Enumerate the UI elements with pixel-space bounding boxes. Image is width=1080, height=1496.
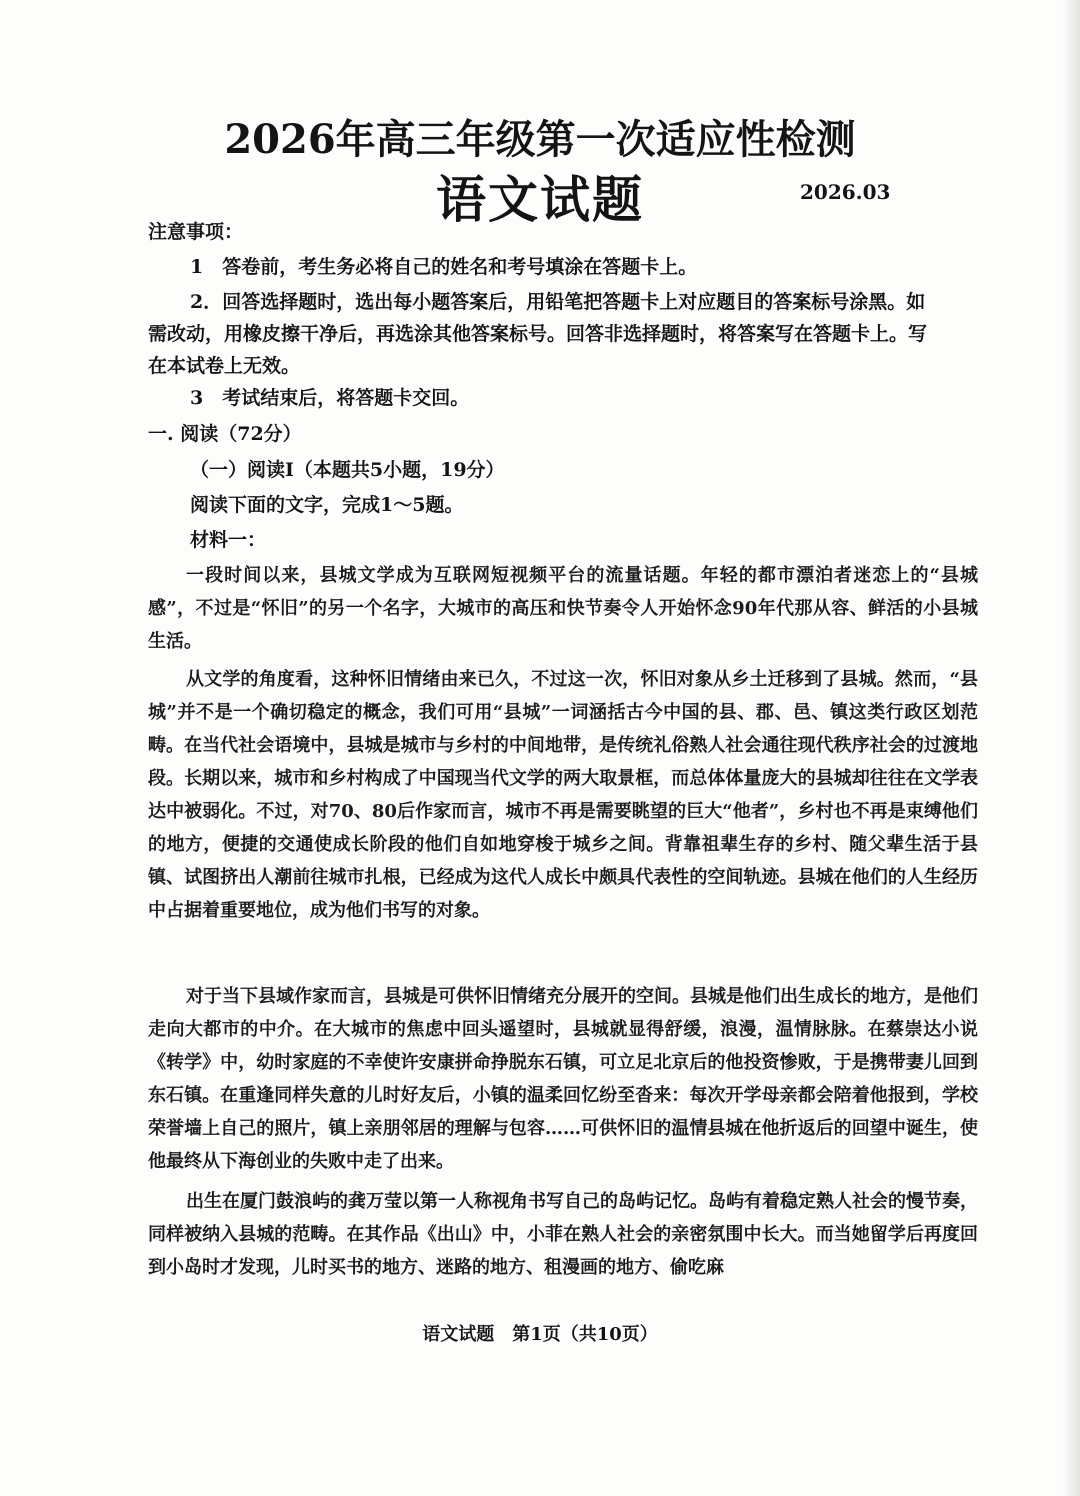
material-label: 材料一： xyxy=(190,529,267,551)
subsection-heading: （一）阅读I（本题共5小题，19分） xyxy=(190,459,505,481)
page-footer: 语文试题 第1页（共10页） xyxy=(422,1324,658,1345)
scan-edge-shadow xyxy=(1062,0,1080,1496)
reading-instruction: 阅读下面的文字，完成1～5题。 xyxy=(190,494,464,516)
notice-item-2-line-1: 2．回答选择题时，选出每小题答案后，用铅笔把答题卡上对应题目的答案标号涂黑。如 xyxy=(190,291,926,313)
passage-paragraph: 出生在厦门鼓浪屿的龚万莹以第一人称视角书写自己的岛屿记忆。岛屿有着稳定熟人社会的慢节奏，同样被纳入县城的范畴。在其作品《出山》中，小菲在熟人社会的亲密氛围中长大。而当她留学后再度回到小岛时才发现，儿时买书的地方、迷路的地方、租漫画的地方、偷吃麻 xyxy=(148,1191,978,1278)
notice-item-3: 3 考试结束后，将答题卡交回。 xyxy=(190,387,470,409)
notice-item-1: 1 答卷前，考生务必将自己的姓名和考号填涂在答题卡上。 xyxy=(190,256,698,278)
notice-item-2-line-3: 在本试卷上无效。 xyxy=(148,355,301,377)
passage-paragraph: 对于当下县域作家而言，县城是可供怀旧情绪充分展开的空间。县城是他们出生成长的地方，是他们走向大都市的中介。在大城市的焦虑中回头遥望时，县城就显得舒缓，浪漫，温情脉脉。在蔡崇达小说《转学》中，幼时家庭的不幸使许安康拼命挣脱东石镇，可立足北京后的他投资惨败，于是携带妻儿回到东石镇。在重逢同样失意的儿时好友后，小镇的温柔回忆纷至沓来：每次开学母亲都会陪着他报到，学校荣誉墙上自己的照片，镇上亲朋邻居的理解与包容……可供怀旧的温情县城在他折返后的回望中诞生，使他最终从下海创业的失败中走了出来。 xyxy=(148,986,978,1172)
exam-title: 2026年高三年级第一次适应性检测 xyxy=(224,116,856,163)
notice-heading: 注意事项： xyxy=(148,221,244,243)
passage-paragraph: 从文学的角度看，这种怀旧情绪由来已久，不过这一次，怀旧对象从乡土迁移到了县城。然而，“县城”并不是一个确切稳定的概念，我们可用“县城”一词涵括古今中国的县、郡、邑、镇这类行政区划范畴。在当代社会语境中，县城是城市与乡村的中间地带，是传统礼俗熟人社会通往现代秩序社会的过渡地段。长期以来，城市和乡村构成了中国现当代文学的两大取景框，而总体体量庞大的县城却往往在文学表达中被弱化。不过，对70、80后作家而言，城市不再是需要眺望的巨大“他者”，乡村也不再是束缚他们的地方，便捷的交通使成长阶段的他们自如地穿梭于城乡之间。背靠祖辈生存的乡村、随父辈生活于县镇、试图挤出人潮前往城市扎根，已经成为这代人成长中颇具代表性的空间轨迹。县城在他们的人生经历中占据着重要地位，成为他们书写的对象。 xyxy=(148,669,978,921)
exam-date: 2026.03 xyxy=(800,180,891,204)
section-heading: 一. 阅读（72分） xyxy=(148,423,302,445)
subject-title: 语文试题 xyxy=(436,170,644,229)
notice-item-2-line-2: 需改动，用橡皮擦干净后，再选涂其他答案标号。回答非选择题时，将答案写在答题卡上。写 xyxy=(148,323,928,345)
passage-paragraph: 一段时间以来，县城文学成为互联网短视频平台的流量话题。年轻的都市漂泊者迷恋上的“县城感”，不过是“怀旧”的另一个名字，大城市的高压和快节奏令人开始怀念90年代那从容、鲜活的小县城生活。 xyxy=(148,565,978,652)
